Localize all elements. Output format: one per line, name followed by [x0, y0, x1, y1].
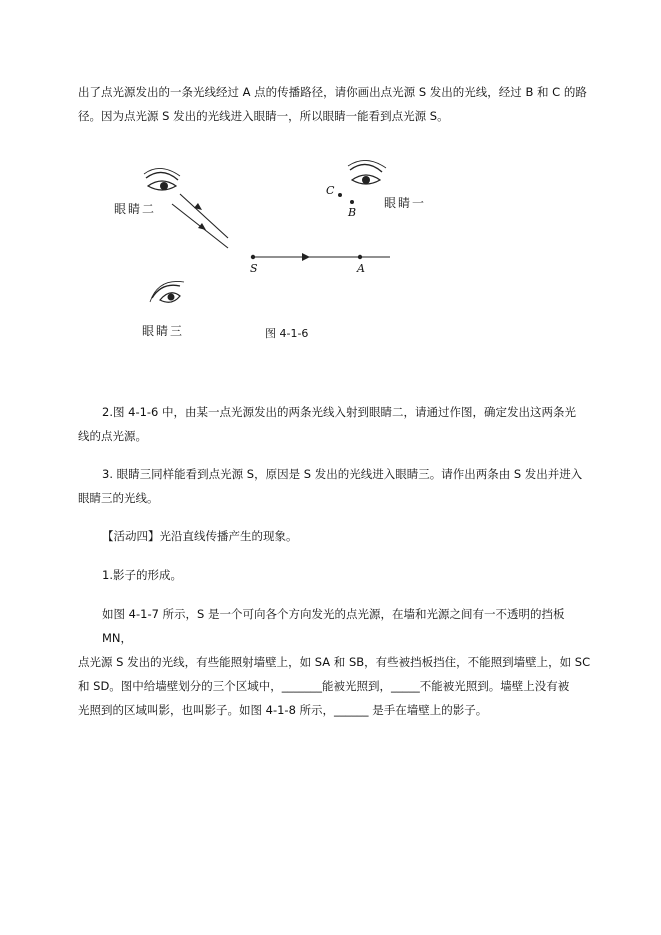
activity-4-heading [78, 524, 598, 548]
rays-to-eye-two [172, 194, 228, 248]
text-line: 和 SD。图中给墙壁划分的三个区域中，_______能被光照到，_____不能被光照到。墙壁上没有被 [78, 679, 570, 693]
figure-caption: 图 4-1-6 [265, 327, 309, 340]
intro-paragraph [78, 80, 598, 128]
figure-4-1-6 [110, 150, 440, 350]
figure-drawing [110, 150, 440, 350]
text-line: 径。因为点光源 S 发出的光线进入眼睛一，所以眼睛一能看到点光源 S。 [78, 109, 449, 123]
text-line: 光照到的区域叫影，也叫影子。如图 4-1-8 所示，______ 是手在墙壁上的影子。 [78, 703, 488, 717]
point-b-label: B [348, 206, 357, 219]
text-line: 【活动四】光沿直线传播产生的现象。 [102, 529, 298, 543]
eye-three-label: 眼睛三 [142, 324, 185, 338]
shadow-paragraph [78, 602, 598, 722]
eye-one-label: 眼睛一 [384, 196, 427, 210]
point-a-label: A [357, 262, 365, 275]
text-line: 点光源 S 发出的光线，有些能照射墙壁上，如 SA 和 SB，有些被挡板挡住，不能照到墙壁上，如 SC [78, 655, 591, 669]
text-line: 如图 4-1-7 所示，S 是一个可向各个方向发光的点光源，在墙和光源之间有一不透明的挡板 MN， [102, 607, 565, 645]
eye-three-drawing [150, 281, 184, 302]
point-b-dot [350, 200, 354, 204]
text-line: 2.图 4-1-6 中，由某一点光源发出的两条光线入射到眼睛二，请通过作图，确定发出这两条光 [102, 405, 577, 419]
question-3 [78, 462, 598, 510]
point-c-dot [338, 193, 342, 197]
text-line: 眼睛三的光线。 [78, 491, 159, 505]
question-2 [78, 400, 598, 448]
text-line: 出了点光源发出的一条光线经过 A 点的传播路径，请你画出点光源 S 发出的光线，经过 B 和 C 的路 [78, 85, 587, 99]
eye-one-drawing [348, 160, 386, 184]
eye-two-label: 眼睛二 [114, 202, 157, 216]
text-line: 3. 眼睛三同样能看到点光源 S，原因是 S 发出的光线进入眼睛三。请作出两条由 S 发出并进入 [102, 467, 583, 481]
text-line: 线的点光源。 [78, 429, 147, 443]
shadow-title [78, 563, 598, 587]
ray-s-to-a [251, 253, 390, 261]
eye-two-drawing [144, 168, 180, 190]
point-c-label: C [326, 184, 335, 197]
text-line: 1.影子的形成。 [102, 568, 182, 582]
point-s-label: S [250, 262, 258, 275]
